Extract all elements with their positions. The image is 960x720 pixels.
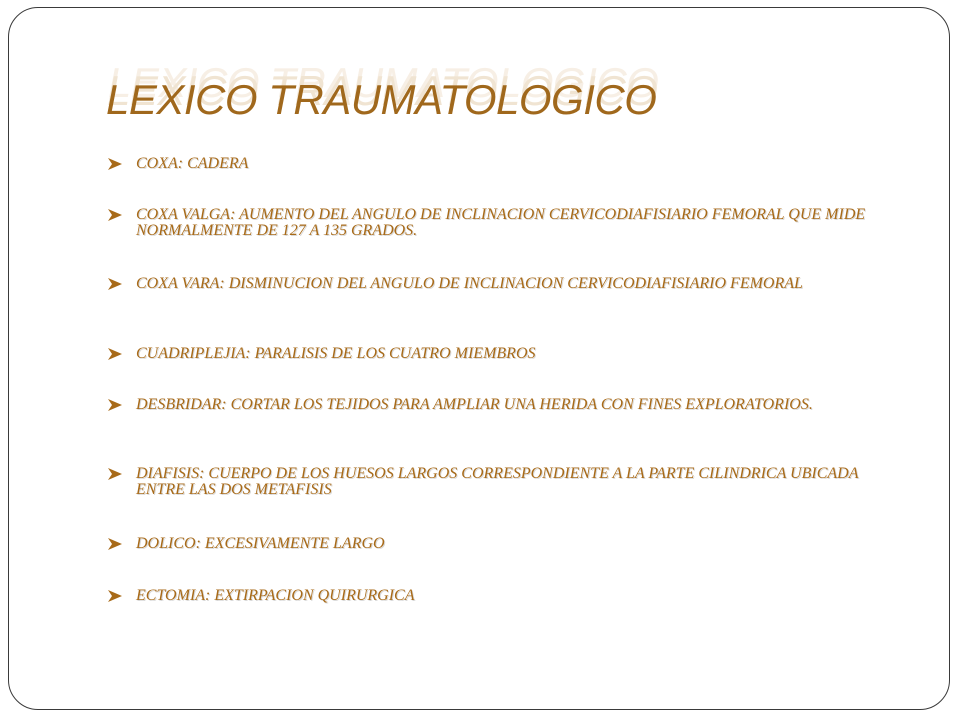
arrow-bullet-icon (108, 278, 122, 290)
list-item (108, 207, 868, 239)
arrow-bullet-icon (108, 158, 122, 170)
arrow-bullet-icon (108, 538, 122, 550)
list-item-text: ECTOMIA: EXTIRPACION QUIRURGICA (136, 587, 415, 604)
list-item-text: COXA VALGA: AUMENTO DEL ANGULO DE INCLINACION CERVICODIAFISIARIO FEMORAL QUE MIDE NORMALMENTE DE 127 A 135 GRADOS. (136, 206, 866, 239)
list-item (108, 536, 868, 552)
list-item (108, 466, 868, 498)
list-item-text: COXA: CADERA (136, 155, 249, 172)
list-item-text: COXA VARA: DISMINUCION DEL ANGULO DE INCLINACION CERVICODIAFISIARIO FEMORAL (136, 275, 803, 292)
list-item-text: DOLICO: EXCESIVAMENTE LARGO (136, 535, 385, 552)
arrow-bullet-icon (108, 590, 122, 602)
list-item (108, 588, 868, 604)
arrow-bullet-icon (108, 209, 122, 221)
arrow-bullet-icon (108, 399, 122, 411)
slide-title: LEXICO TRAUMATOLOGICO (106, 76, 657, 123)
list-item-text: DESBRIDAR: CORTAR LOS TEJIDOS PARA AMPLIAR UNA HERIDA CON FINES EXPLORATORIOS. (136, 396, 813, 413)
list-item (108, 276, 868, 292)
list-item-text: DIAFISIS: CUERPO DE LOS HUESOS LARGOS CORRESPONDIENTE A LA PARTE CILINDRICA UBICADA ENTRE LAS DOS METAFISIS (136, 465, 859, 498)
arrow-bullet-icon (108, 348, 122, 360)
list-item (108, 346, 868, 362)
list-item (108, 397, 868, 413)
list-item-text: CUADRIPLEJIA: PARALISIS DE LOS CUATRO MIEMBROS (136, 345, 536, 362)
list-item (108, 156, 868, 172)
arrow-bullet-icon (108, 468, 122, 480)
